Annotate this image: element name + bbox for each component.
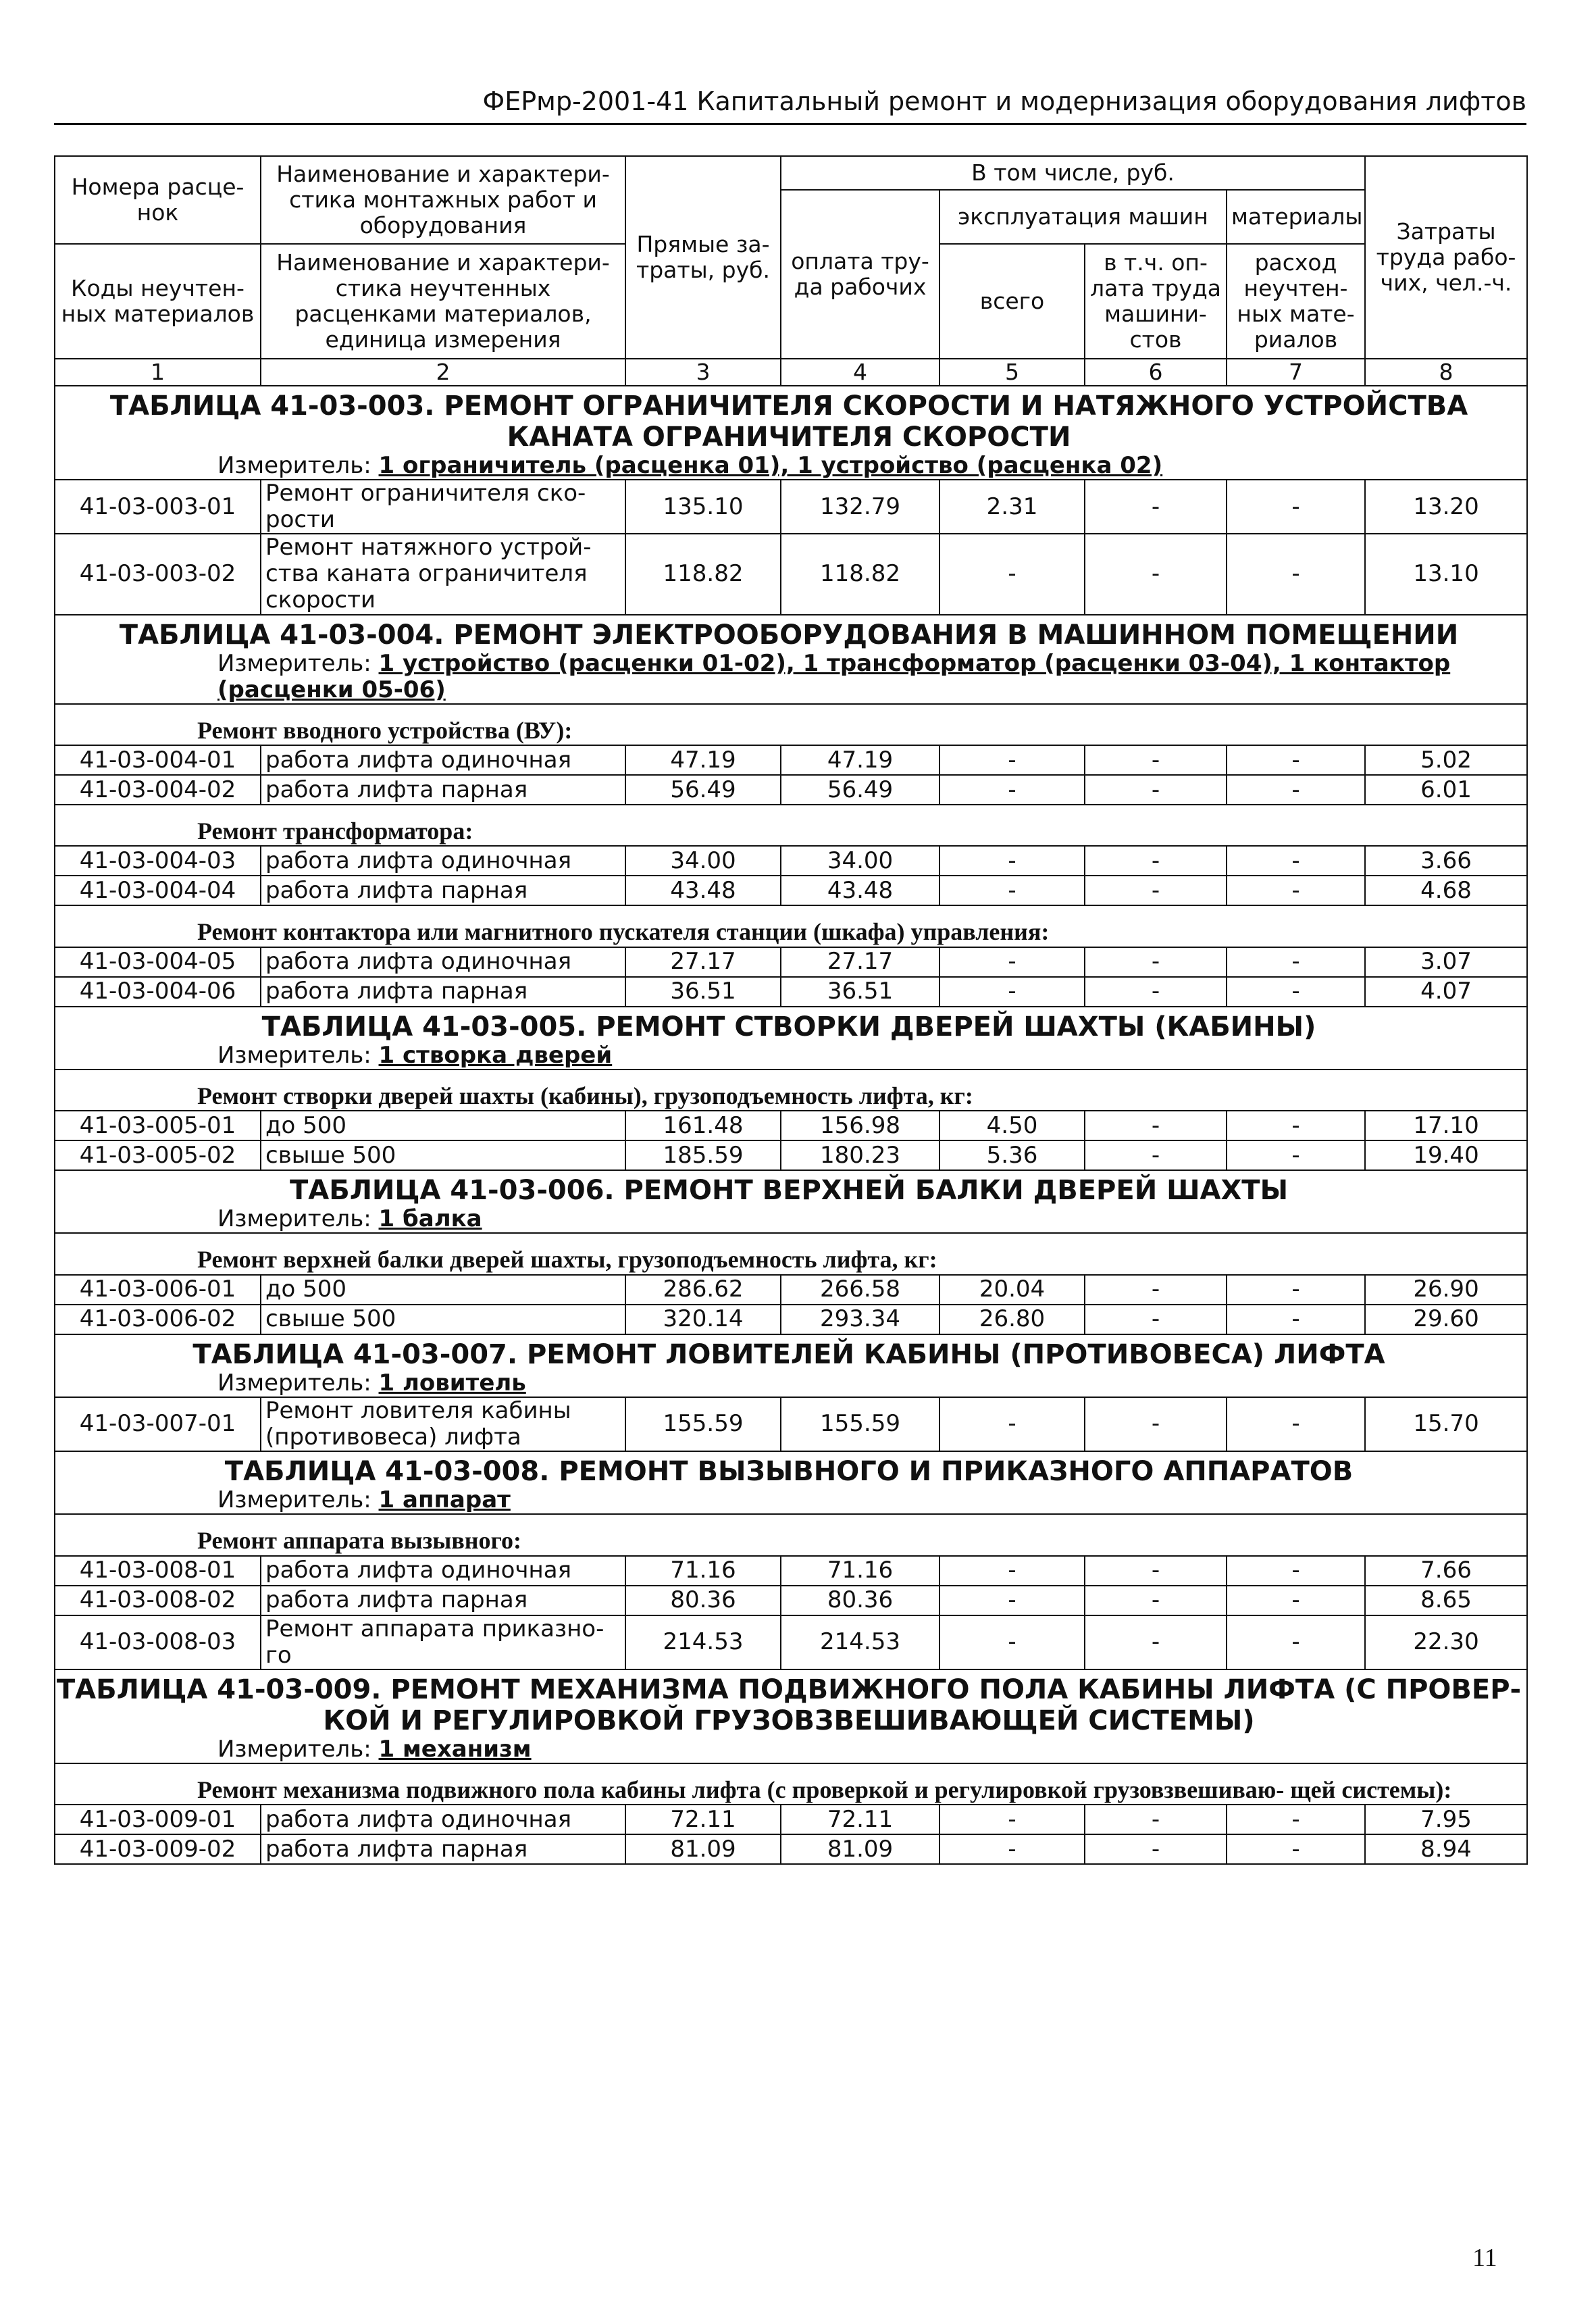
machinist-pay: - xyxy=(1085,947,1227,977)
measure-row xyxy=(55,1042,1527,1070)
work-name: свыше 500 xyxy=(261,1140,625,1170)
machines-total: 4.50 xyxy=(939,1111,1085,1140)
header-materials: материалы xyxy=(1227,190,1365,244)
materials: - xyxy=(1227,1275,1365,1305)
work-name: до 500 xyxy=(261,1275,625,1305)
measure-value: 1 створка дверей xyxy=(378,1041,613,1069)
column-number: 1 xyxy=(55,359,261,386)
direct-cost: 47.19 xyxy=(625,745,781,775)
page-number: 11 xyxy=(1472,2244,1497,2272)
labor-hours: 8.94 xyxy=(1365,1834,1527,1864)
labor-hours: 7.95 xyxy=(1365,1805,1527,1834)
table-row xyxy=(55,534,1527,614)
machines-total: - xyxy=(939,846,1085,876)
table-row xyxy=(55,1586,1527,1615)
machinist-pay: - xyxy=(1085,1556,1227,1586)
rate-code: 41-03-004-03 xyxy=(55,846,261,876)
labor-pay: 34.00 xyxy=(781,846,939,876)
table-row xyxy=(55,947,1527,977)
rates-table xyxy=(54,155,1528,1865)
rate-code: 41-03-009-01 xyxy=(55,1805,261,1834)
measure-row xyxy=(55,1206,1527,1233)
machinist-pay: - xyxy=(1085,846,1227,876)
section-title-row xyxy=(55,1007,1527,1042)
work-name: свыше 500 xyxy=(261,1305,625,1334)
measure-cell xyxy=(55,651,1527,704)
machinist-pay: - xyxy=(1085,1305,1227,1334)
table-row xyxy=(55,1140,1527,1170)
labor-pay: 266.58 xyxy=(781,1275,939,1305)
labor-pay: 155.59 xyxy=(781,1397,939,1451)
table-row xyxy=(55,876,1527,905)
materials: - xyxy=(1227,876,1365,905)
machines-total: 20.04 xyxy=(939,1275,1085,1305)
labor-pay: 72.11 xyxy=(781,1805,939,1834)
work-name: работа лифта парная xyxy=(261,775,625,805)
measure-label: Измеритель: xyxy=(217,1735,379,1763)
labor-pay: 118.82 xyxy=(781,534,939,614)
measure-label: Измеритель: xyxy=(217,1205,379,1233)
labor-pay: 132.79 xyxy=(781,480,939,534)
group-heading: Ремонт верхней балки дверей шахты, грузоподъемность лифта, кг: xyxy=(55,1233,1527,1274)
direct-cost: 43.48 xyxy=(625,876,781,905)
rate-code: 41-03-004-01 xyxy=(55,745,261,775)
materials: - xyxy=(1227,1305,1365,1334)
group-heading-row xyxy=(55,1070,1527,1111)
column-number: 5 xyxy=(939,359,1085,386)
direct-cost: 135.10 xyxy=(625,480,781,534)
rate-code: 41-03-007-01 xyxy=(55,1397,261,1451)
work-name: до 500 xyxy=(261,1111,625,1140)
materials: - xyxy=(1227,1805,1365,1834)
labor-hours: 19.40 xyxy=(1365,1140,1527,1170)
machines-total: - xyxy=(939,977,1085,1007)
header-col8: Затраты труда рабо- чих, чел.-ч. xyxy=(1365,156,1527,359)
materials: - xyxy=(1227,977,1365,1007)
labor-pay: 71.16 xyxy=(781,1556,939,1586)
column-number: 3 xyxy=(625,359,781,386)
machinist-pay: - xyxy=(1085,1140,1227,1170)
machinist-pay: - xyxy=(1085,745,1227,775)
group-heading-row xyxy=(55,1763,1527,1805)
section-title: ТАБЛИЦА 41-03-008. РЕМОНТ ВЫЗЫВНОГО И ПРИКАЗНОГО АППАРАТОВ xyxy=(55,1451,1527,1487)
work-name: работа лифта одиночная xyxy=(261,1556,625,1586)
group-heading: Ремонт механизма подвижного пола кабины лифта (с проверкой и регулировкой грузовзвешиваю- щей системы): xyxy=(55,1763,1527,1805)
direct-cost: 286.62 xyxy=(625,1275,781,1305)
direct-cost: 71.16 xyxy=(625,1556,781,1586)
measure-row xyxy=(55,1487,1527,1514)
section-title-row xyxy=(55,1170,1527,1206)
group-heading-row xyxy=(55,1233,1527,1274)
machines-total: - xyxy=(939,947,1085,977)
rate-code: 41-03-004-04 xyxy=(55,876,261,905)
measure-row xyxy=(55,1736,1527,1763)
machinist-pay: - xyxy=(1085,1805,1227,1834)
materials: - xyxy=(1227,1397,1365,1451)
section-title-row xyxy=(55,1334,1527,1370)
table-row xyxy=(55,1834,1527,1864)
section-title: ТАБЛИЦА 41-03-009. РЕМОНТ МЕХАНИЗМА ПОДВИЖНОГО ПОЛА КАБИНЫ ЛИФТА (С ПРОВЕР- КОЙ И РЕГУЛИРОВКОЙ ГРУЗОВЗВЕШИВАЮЩЕЙ СИСТЕМЫ) xyxy=(55,1669,1527,1736)
group-heading-row xyxy=(55,1514,1527,1555)
materials: - xyxy=(1227,1140,1365,1170)
direct-cost: 161.48 xyxy=(625,1111,781,1140)
labor-pay: 43.48 xyxy=(781,876,939,905)
measure-label: Измеритель: xyxy=(217,1486,379,1514)
machines-total: - xyxy=(939,534,1085,614)
column-numbers xyxy=(55,359,1527,386)
labor-hours: 15.70 xyxy=(1365,1397,1527,1451)
rate-code: 41-03-004-05 xyxy=(55,947,261,977)
work-name: Ремонт аппарата приказно- го xyxy=(261,1615,625,1669)
table-row xyxy=(55,977,1527,1007)
rate-code: 41-03-004-02 xyxy=(55,775,261,805)
labor-hours: 4.07 xyxy=(1365,977,1527,1007)
header-col1a: Номера расце- нок xyxy=(55,156,261,244)
machines-total: - xyxy=(939,1556,1085,1586)
measure-cell xyxy=(55,1370,1527,1397)
header-col7: расход неучтен- ных мате- риалов xyxy=(1227,244,1365,359)
machinist-pay: - xyxy=(1085,1275,1227,1305)
measure-row xyxy=(55,651,1527,704)
column-number: 8 xyxy=(1365,359,1527,386)
direct-cost: 27.17 xyxy=(625,947,781,977)
rate-code: 41-03-009-02 xyxy=(55,1834,261,1864)
work-name: Ремонт ловителя кабины (противовеса) лифта xyxy=(261,1397,625,1451)
direct-cost: 214.53 xyxy=(625,1615,781,1669)
table-row xyxy=(55,1397,1527,1451)
table-row xyxy=(55,745,1527,775)
machines-total: 5.36 xyxy=(939,1140,1085,1170)
materials: - xyxy=(1227,947,1365,977)
labor-hours: 6.01 xyxy=(1365,775,1527,805)
table-row xyxy=(55,846,1527,876)
machinist-pay: - xyxy=(1085,1397,1227,1451)
running-head: ФЕРмр-2001-41 Капитальный ремонт и модернизация оборудования лифтов xyxy=(54,86,1526,125)
group-heading: Ремонт аппарата вызывного: xyxy=(55,1514,1527,1555)
work-name: Ремонт ограничителя ско- рости xyxy=(261,480,625,534)
section-title: ТАБЛИЦА 41-03-003. РЕМОНТ ОГРАНИЧИТЕЛЯ СКОРОСТИ И НАТЯЖНОГО УСТРОЙСТВА КАНАТА ОГРАНИЧИТЕЛЯ СКОРОСТИ xyxy=(55,386,1527,453)
labor-pay: 214.53 xyxy=(781,1615,939,1669)
labor-hours: 29.60 xyxy=(1365,1305,1527,1334)
machines-total: - xyxy=(939,745,1085,775)
labor-hours: 8.65 xyxy=(1365,1586,1527,1615)
table-row xyxy=(55,1805,1527,1834)
table-row xyxy=(55,1305,1527,1334)
rate-code: 41-03-004-06 xyxy=(55,977,261,1007)
labor-hours: 22.30 xyxy=(1365,1615,1527,1669)
group-heading: Ремонт трансформатора: xyxy=(55,805,1527,846)
column-number: 4 xyxy=(781,359,939,386)
measure-label: Измеритель: xyxy=(217,649,379,677)
materials: - xyxy=(1227,1111,1365,1140)
measure-value: 1 механизм xyxy=(378,1735,532,1763)
labor-hours: 3.07 xyxy=(1365,947,1527,977)
machines-total: - xyxy=(939,1834,1085,1864)
work-name: работа лифта одиночная xyxy=(261,745,625,775)
table-row xyxy=(55,480,1527,534)
group-heading: Ремонт контактора или магнитного пускателя станции (шкафа) управления: xyxy=(55,905,1527,947)
rate-code: 41-03-008-02 xyxy=(55,1586,261,1615)
materials: - xyxy=(1227,846,1365,876)
group-heading-row xyxy=(55,704,1527,745)
machinist-pay: - xyxy=(1085,977,1227,1007)
measure-value: 1 устройство (расценки 01-02), 1 трансформатор (расценки 03-04), 1 контактор (расценки 05-06) xyxy=(217,649,1451,703)
labor-pay: 36.51 xyxy=(781,977,939,1007)
labor-pay: 27.17 xyxy=(781,947,939,977)
table-row xyxy=(55,1556,1527,1586)
machines-total: - xyxy=(939,1397,1085,1451)
direct-cost: 72.11 xyxy=(625,1805,781,1834)
work-name: работа лифта одиночная xyxy=(261,846,625,876)
section-title-row xyxy=(55,1451,1527,1487)
table-body xyxy=(55,386,1527,1864)
measure-cell xyxy=(55,1206,1527,1233)
measure-cell xyxy=(55,1042,1527,1070)
direct-cost: 80.36 xyxy=(625,1586,781,1615)
measure-cell xyxy=(55,1487,1527,1514)
group-heading: Ремонт створки дверей шахты (кабины), грузоподъемность лифта, кг: xyxy=(55,1070,1527,1111)
measure-value: 1 ограничитель (расценка 01), 1 устройство (расценка 02) xyxy=(378,451,1163,479)
work-name: работа лифта парная xyxy=(261,977,625,1007)
machines-total: - xyxy=(939,1615,1085,1669)
labor-hours: 13.10 xyxy=(1365,534,1527,614)
header-incl: В том числе, руб. xyxy=(781,156,1365,190)
labor-pay: 293.34 xyxy=(781,1305,939,1334)
labor-hours: 17.10 xyxy=(1365,1111,1527,1140)
labor-pay: 180.23 xyxy=(781,1140,939,1170)
rate-code: 41-03-006-02 xyxy=(55,1305,261,1334)
column-number: 6 xyxy=(1085,359,1227,386)
machines-total: 26.80 xyxy=(939,1305,1085,1334)
measure-value: 1 балка xyxy=(378,1205,482,1233)
section-title: ТАБЛИЦА 41-03-007. РЕМОНТ ЛОВИТЕЛЕЙ КАБИНЫ (ПРОТИВОВЕСА) ЛИФТА xyxy=(55,1334,1527,1370)
section-title: ТАБЛИЦА 41-03-005. РЕМОНТ СТВОРКИ ДВЕРЕЙ ШАХТЫ (КАБИНЫ) xyxy=(55,1007,1527,1042)
table-row xyxy=(55,1111,1527,1140)
machines-total: - xyxy=(939,1805,1085,1834)
machinist-pay: - xyxy=(1085,1111,1227,1140)
group-heading: Ремонт вводного устройства (ВУ): xyxy=(55,704,1527,745)
measure-label: Измеритель: xyxy=(217,1369,379,1397)
header-machines: эксплуатация машин xyxy=(939,190,1227,244)
materials: - xyxy=(1227,480,1365,534)
measure-row xyxy=(55,453,1527,480)
header-col4: оплата тру- да рабочих xyxy=(781,190,939,359)
materials: - xyxy=(1227,1834,1365,1864)
labor-pay: 81.09 xyxy=(781,1834,939,1864)
section-title-row xyxy=(55,1669,1527,1736)
labor-hours: 7.66 xyxy=(1365,1556,1527,1586)
table-row xyxy=(55,1615,1527,1669)
rate-code: 41-03-006-01 xyxy=(55,1275,261,1305)
header-col6: в т.ч. оп- лата труда машини- стов xyxy=(1085,244,1227,359)
labor-hours: 4.68 xyxy=(1365,876,1527,905)
table-row xyxy=(55,1275,1527,1305)
section-title-row xyxy=(55,386,1527,453)
rate-code: 41-03-003-02 xyxy=(55,534,261,614)
direct-cost: 155.59 xyxy=(625,1397,781,1451)
table-row xyxy=(55,775,1527,805)
work-name: работа лифта парная xyxy=(261,1586,625,1615)
direct-cost: 56.49 xyxy=(625,775,781,805)
section-title-row xyxy=(55,615,1527,651)
materials: - xyxy=(1227,775,1365,805)
direct-cost: 320.14 xyxy=(625,1305,781,1334)
machines-total: - xyxy=(939,876,1085,905)
rate-code: 41-03-003-01 xyxy=(55,480,261,534)
machinist-pay: - xyxy=(1085,1586,1227,1615)
work-name: работа лифта парная xyxy=(261,876,625,905)
direct-cost: 36.51 xyxy=(625,977,781,1007)
header-col1b: Коды неучтен- ных материалов xyxy=(55,244,261,359)
direct-cost: 118.82 xyxy=(625,534,781,614)
machinist-pay: - xyxy=(1085,876,1227,905)
machinist-pay: - xyxy=(1085,775,1227,805)
header-col3: Прямые за- траты, руб. xyxy=(625,156,781,359)
work-name: работа лифта одиночная xyxy=(261,1805,625,1834)
rate-code: 41-03-005-01 xyxy=(55,1111,261,1140)
measure-value: 1 аппарат xyxy=(378,1486,511,1514)
group-heading-row xyxy=(55,905,1527,947)
direct-cost: 34.00 xyxy=(625,846,781,876)
measure-cell xyxy=(55,453,1527,480)
rate-code: 41-03-005-02 xyxy=(55,1140,261,1170)
work-name: работа лифта одиночная xyxy=(261,947,625,977)
rate-code: 41-03-008-03 xyxy=(55,1615,261,1669)
rate-code: 41-03-008-01 xyxy=(55,1556,261,1586)
machinist-pay: - xyxy=(1085,534,1227,614)
labor-hours: 5.02 xyxy=(1365,745,1527,775)
measure-value: 1 ловитель xyxy=(378,1369,526,1397)
machines-total: 2.31 xyxy=(939,480,1085,534)
materials: - xyxy=(1227,745,1365,775)
section-title: ТАБЛИЦА 41-03-006. РЕМОНТ ВЕРХНЕЙ БАЛКИ ДВЕРЕЙ ШАХТЫ xyxy=(55,1170,1527,1206)
labor-hours: 13.20 xyxy=(1365,480,1527,534)
machines-total: - xyxy=(939,775,1085,805)
labor-hours: 26.90 xyxy=(1365,1275,1527,1305)
materials: - xyxy=(1227,1586,1365,1615)
machinist-pay: - xyxy=(1085,1615,1227,1669)
section-title: ТАБЛИЦА 41-03-004. РЕМОНТ ЭЛЕКТРООБОРУДОВАНИЯ В МАШИННОМ ПОМЕЩЕНИИ xyxy=(55,615,1527,651)
labor-pay: 156.98 xyxy=(781,1111,939,1140)
materials: - xyxy=(1227,1556,1365,1586)
work-name: работа лифта парная xyxy=(261,1834,625,1864)
labor-pay: 80.36 xyxy=(781,1586,939,1615)
labor-hours: 3.66 xyxy=(1365,846,1527,876)
labor-pay: 47.19 xyxy=(781,745,939,775)
column-number: 2 xyxy=(261,359,625,386)
machinist-pay: - xyxy=(1085,480,1227,534)
column-number: 7 xyxy=(1227,359,1365,386)
group-heading-row xyxy=(55,805,1527,846)
direct-cost: 81.09 xyxy=(625,1834,781,1864)
header-col5: всего xyxy=(939,244,1085,359)
machinist-pay: - xyxy=(1085,1834,1227,1864)
work-name: Ремонт натяжного устрой- ства каната ограничителя скорости xyxy=(261,534,625,614)
header-col2a: Наименование и характери- стика монтажных работ и оборудования xyxy=(261,156,625,244)
measure-row xyxy=(55,1370,1527,1397)
materials: - xyxy=(1227,534,1365,614)
materials: - xyxy=(1227,1615,1365,1669)
measure-label: Измеритель: xyxy=(217,1041,379,1069)
measure-cell xyxy=(55,1736,1527,1763)
machines-total: - xyxy=(939,1586,1085,1615)
header-col2b: Наименование и характери- стика неучтенных расценками материалов, единица измерения xyxy=(261,244,625,359)
direct-cost: 185.59 xyxy=(625,1140,781,1170)
measure-label: Измеритель: xyxy=(217,451,379,479)
labor-pay: 56.49 xyxy=(781,775,939,805)
